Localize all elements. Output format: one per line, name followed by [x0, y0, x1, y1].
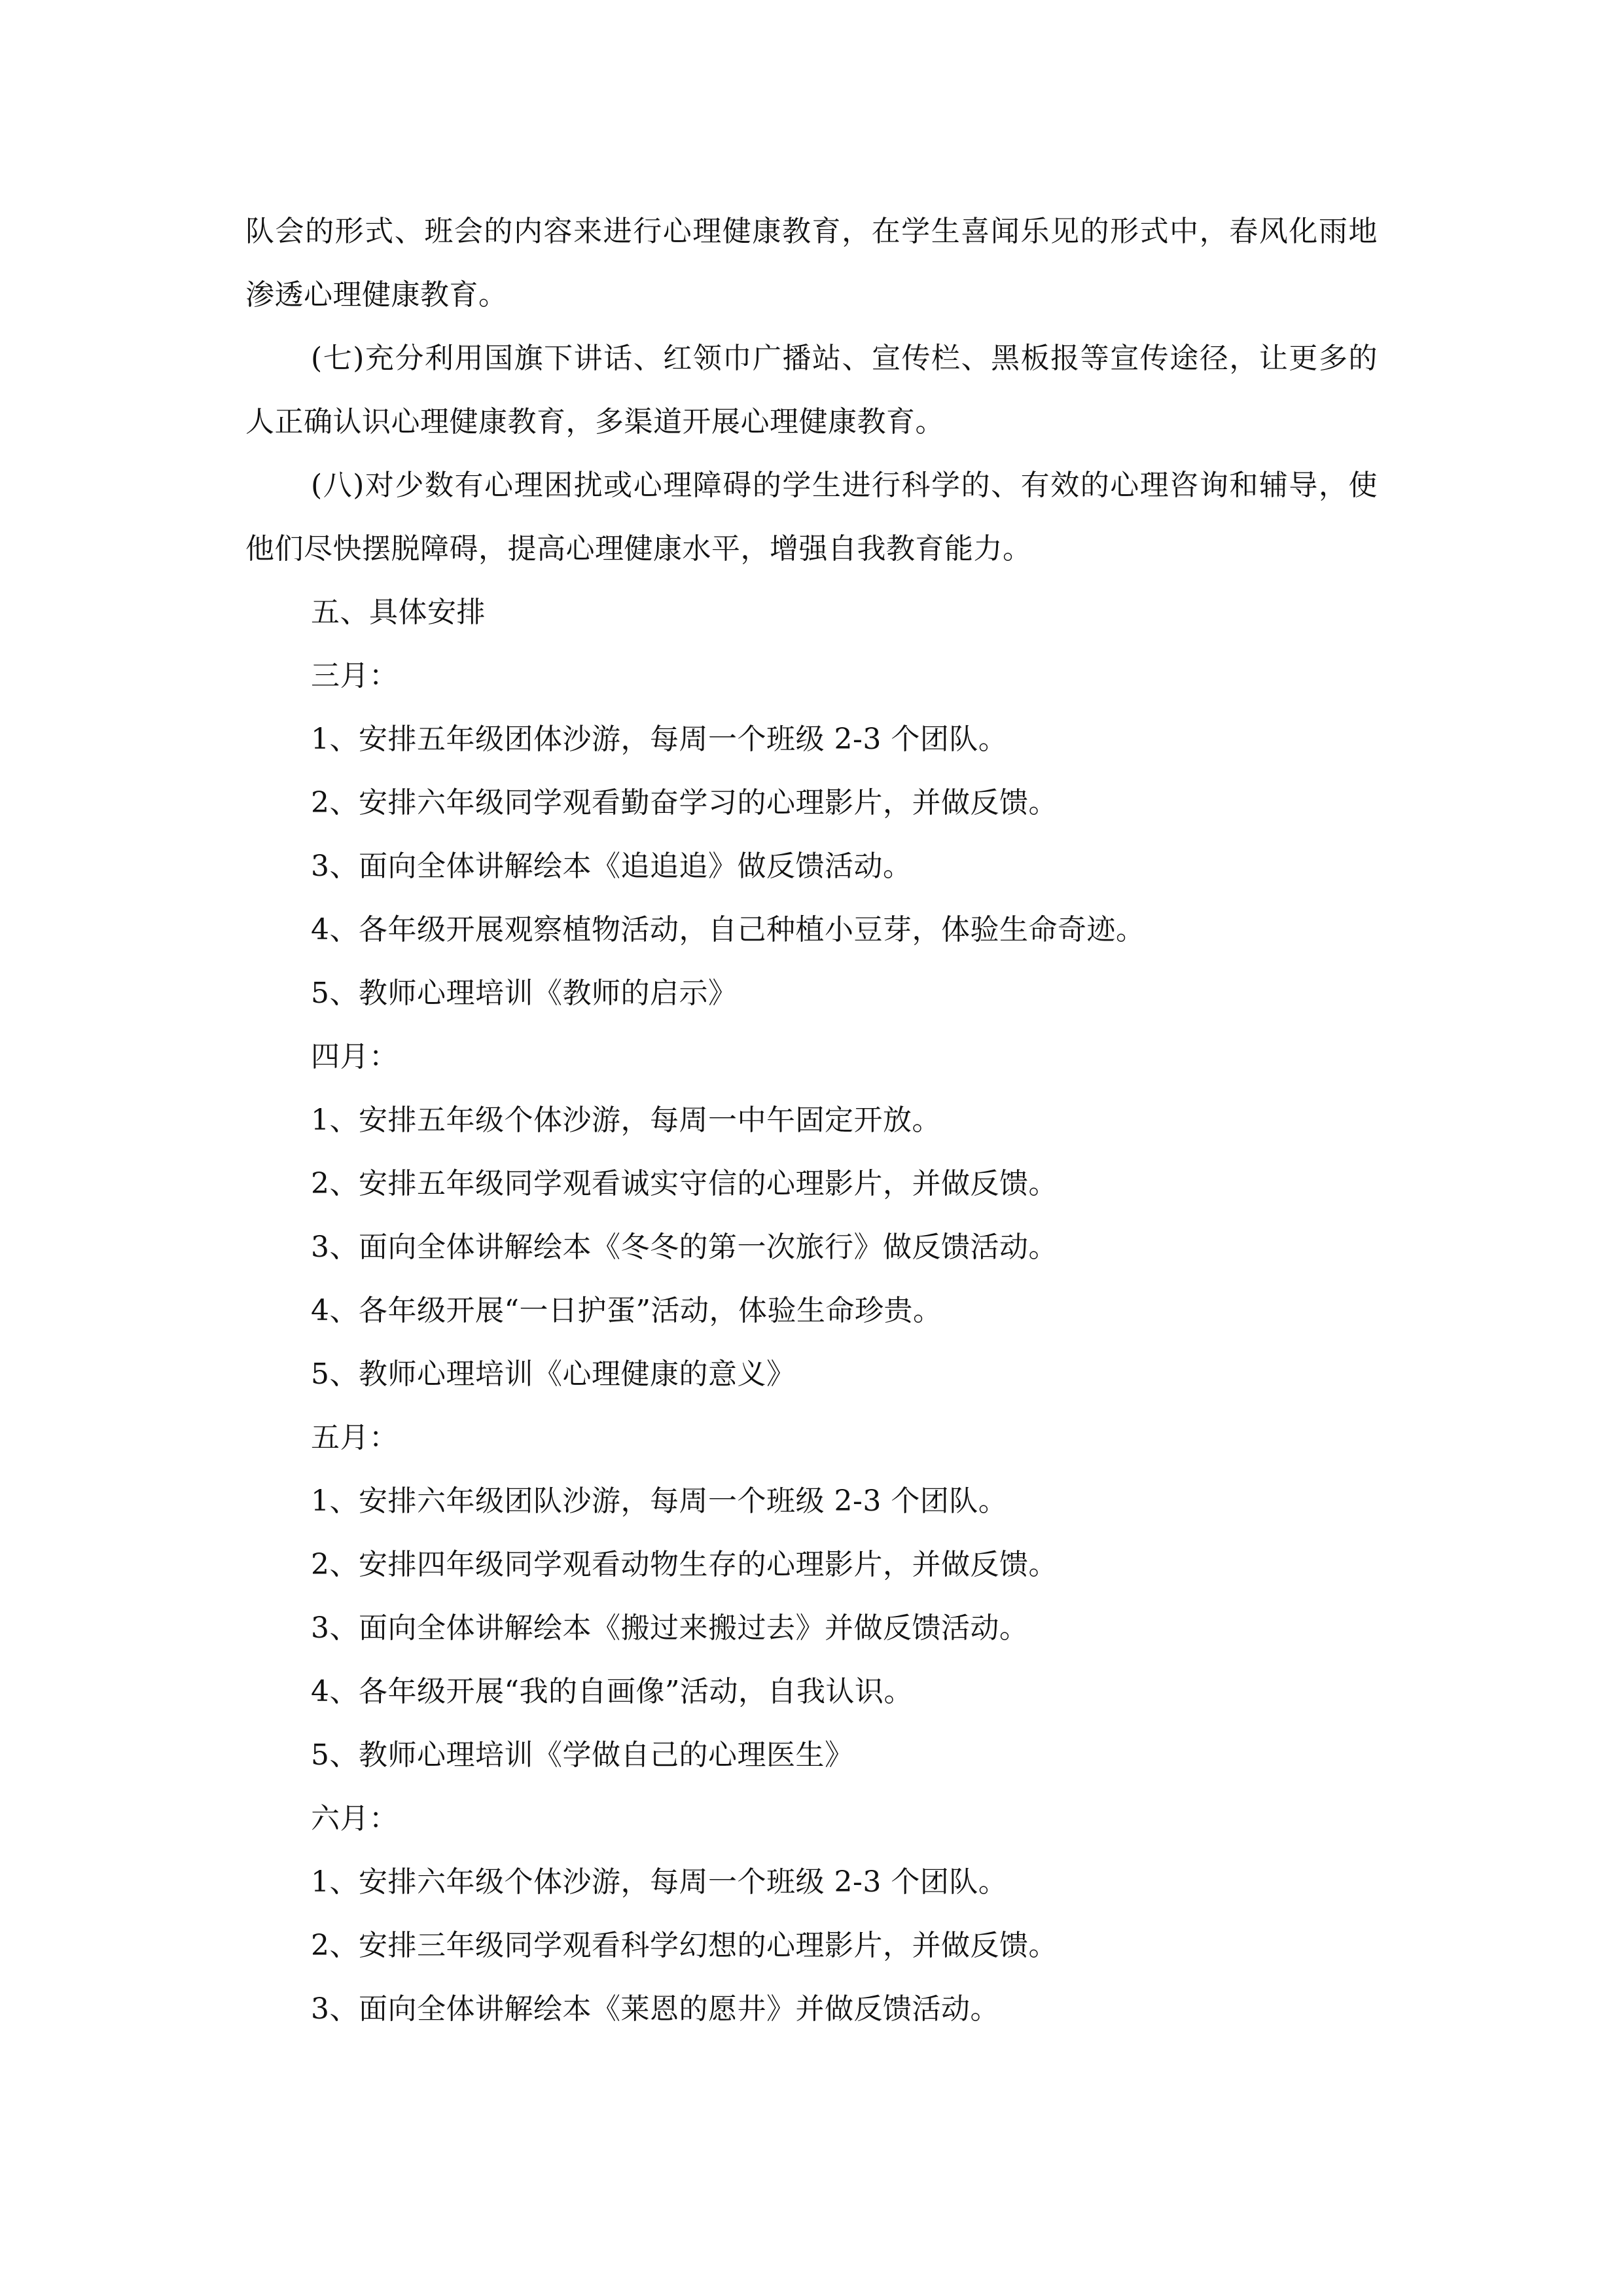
list-item: 1、安排六年级团队沙游，每周一个班级 2-3 个团队。: [311, 1484, 1008, 1518]
list-item: 3、面向全体讲解绘本《追追追》做反馈活动。: [311, 850, 912, 883]
month-block-may: [245, 1406, 1378, 1787]
month-block-april: [245, 1025, 1378, 1406]
paragraph-3: (八)对少数有心理困扰或心理障碍的学生进行科学的、有效的心理咨询和辅导，使他们尽快摆脱障碍，提高心理健康水平，增强自我教育能力。: [245, 469, 1378, 565]
list-item: 5、教师心理培训《学做自己的心理医生》: [311, 1738, 854, 1772]
list-item: 4、各年级开展观察植物活动，自己种植小豆芽，体验生命奇迹。: [311, 913, 1145, 946]
list-item: 5、教师心理培训《教师的启示》: [311, 977, 738, 1010]
month-label: 三月：: [311, 659, 399, 692]
list-item: 1、安排六年级个体沙游，每周一个班级 2-3 个团队。: [311, 1865, 1008, 1899]
list-item: 3、面向全体讲解绘本《冬冬的第一次旅行》做反馈活动。: [311, 1230, 1058, 1264]
list-item: 3、面向全体讲解绘本《莱恩的愿井》并做反馈活动。: [311, 1992, 999, 2026]
list-item: 1、安排五年级个体沙游，每周一中午固定开放。: [311, 1103, 941, 1137]
paragraph-2: (七)充分利用国旗下讲话、红领巾广播站、宣传栏、黑板报等宣传途径，让更多的人正确认识心理健康教育，多渠道开展心理健康教育。: [245, 342, 1378, 439]
month-label: 四月：: [311, 1040, 399, 1073]
list-item: 2、安排六年级同学观看勤奋学习的心理影片，并做反馈。: [311, 786, 1058, 819]
list-item: 2、安排三年级同学观看科学幻想的心理影片，并做反馈。: [311, 1929, 1058, 1962]
document-body: [245, 200, 1378, 2041]
month-label: 五月：: [311, 1421, 399, 1454]
list-item: 4、各年级开展“我的自画像”活动，自我认识。: [311, 1675, 913, 1708]
list-item: 2、安排五年级同学观看诚实守信的心理影片，并做反馈。: [311, 1167, 1058, 1200]
list-item: 2、安排四年级同学观看动物生存的心理影片，并做反馈。: [311, 1548, 1058, 1581]
section-heading: 五、具体安排: [311, 596, 486, 629]
list-item: 3、面向全体讲解绘本《搬过来搬过去》并做反馈活动。: [311, 1611, 1029, 1645]
month-block-june: [245, 1787, 1378, 2041]
list-item: 1、安排五年级团体沙游，每周一个班级 2-3 个团队。: [311, 723, 1008, 756]
month-label: 六月：: [311, 1802, 399, 1835]
list-item: 5、教师心理培训《心理健康的意义》: [311, 1357, 796, 1391]
paragraph-1: 队会的形式、班会的内容来进行心理健康教育，在学生喜闻乐见的形式中，春风化雨地渗透心理健康教育。: [245, 215, 1378, 312]
month-block-march: [245, 644, 1378, 1025]
list-item: 4、各年级开展“一日护蛋”活动，体验生命珍贵。: [311, 1294, 942, 1327]
